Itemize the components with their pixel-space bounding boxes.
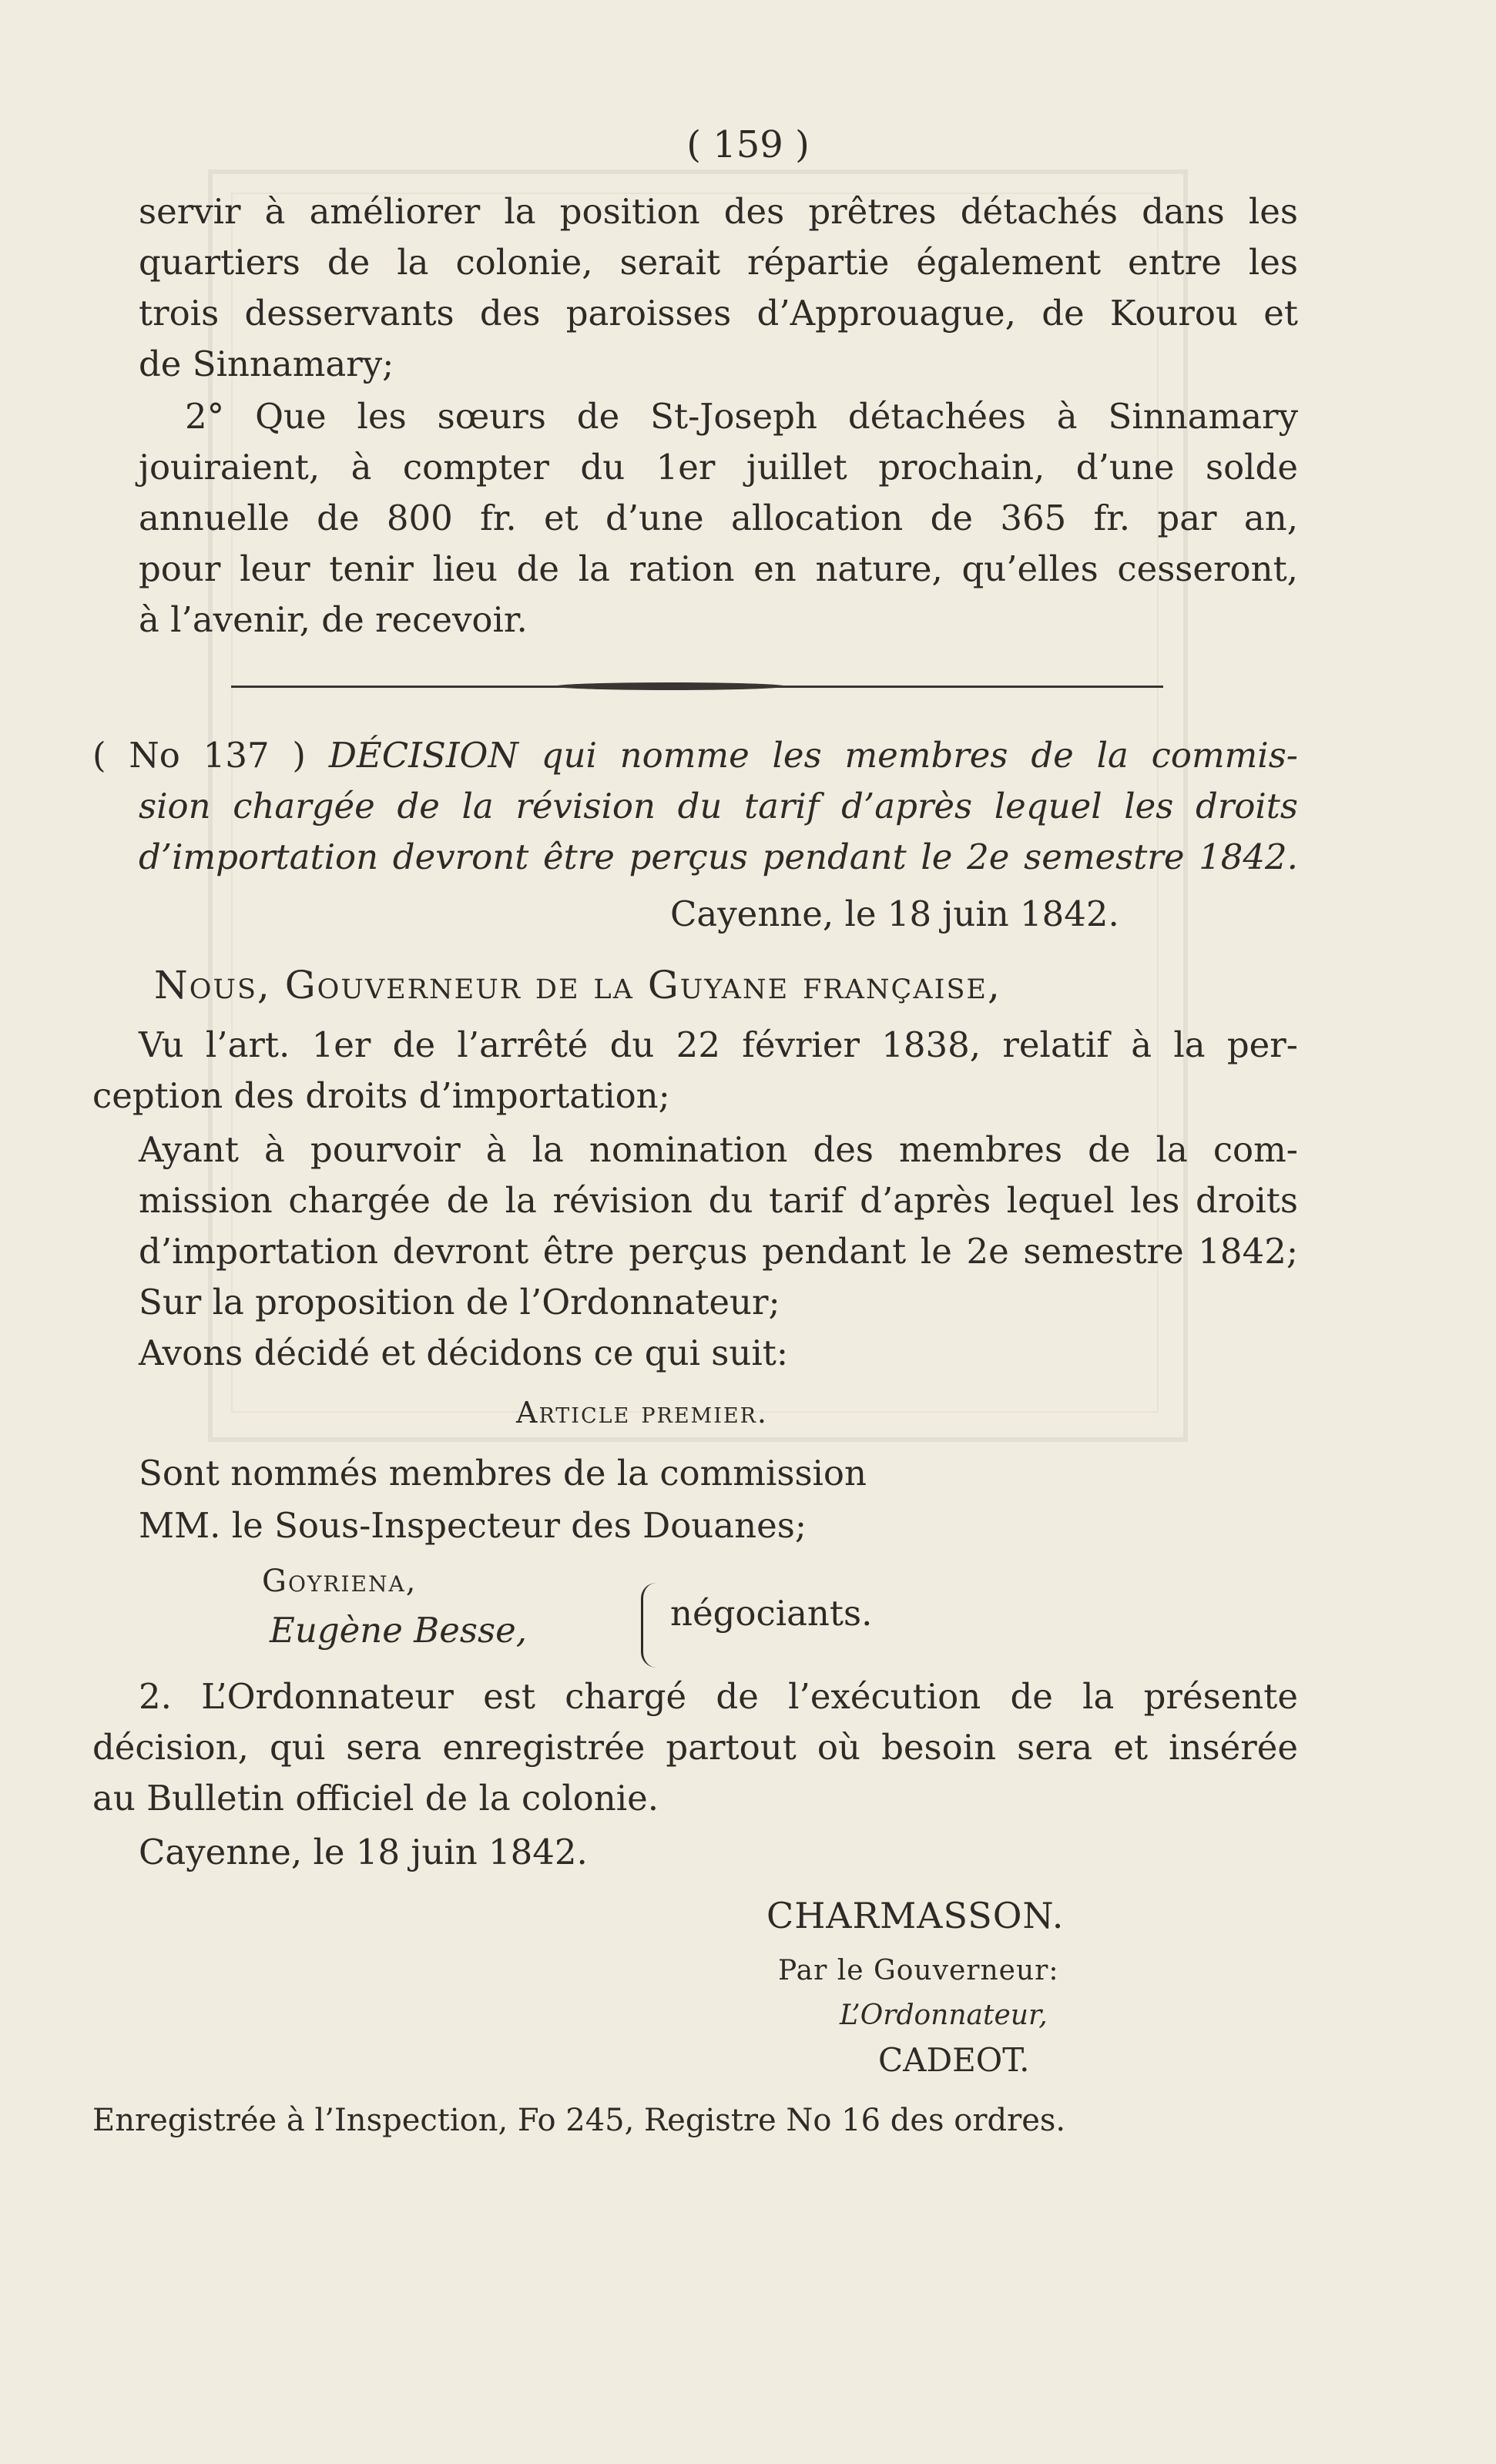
brace (641, 1583, 660, 1668)
decision-title-part-1: DÉCISION qui nomme les membres de la commis- (328, 735, 1298, 776)
considerant-4: mission chargée de la révision du tarif d’après lequel les droits (139, 1180, 1298, 1221)
member-2: Goyriena, (262, 1564, 418, 1599)
intro-line-2: quartiers de la colonie, serait répartie également entre les (139, 242, 1298, 283)
countersign: CADEOT. (878, 2041, 1030, 2079)
decision-title-line-1 (92, 735, 1298, 776)
page-number: ( 159 ) (686, 123, 810, 166)
section-divider-ornament (555, 682, 786, 690)
role: L’Ordonnateur, (840, 2000, 1048, 2031)
closing-date: Cayenne, le 18 juin 1842. (139, 1832, 588, 1872)
point2-line-5: à l’avenir, de recevoir. (139, 599, 528, 640)
article1-text: Sont nommés membres de la commission (139, 1453, 867, 1493)
member-1: MM. le Sous-Inspecteur des Douanes; (139, 1505, 807, 1546)
intro-line-4: de Sinnamary; (139, 344, 394, 384)
article2-line-3: au Bulletin officiel de la colonie. (92, 1778, 659, 1819)
place-date: Cayenne, le 18 juin 1842. (670, 893, 1119, 934)
signature: CHARMASSON. (766, 1895, 1065, 1936)
member-3 (270, 1610, 527, 1651)
decision-number: ( No 137 ) (92, 735, 306, 776)
decision-title-line-2: sion chargée de la révision du tarif d’après lequel les droits (139, 786, 1298, 826)
registration-note: Enregistrée à l’Inspection, Fo 245, Registre No 16 des ordres. (92, 2103, 1066, 2138)
decision-title-line-3: d’importation devront être perçus pendant le 2e semestre 1842. (139, 836, 1298, 877)
considerant-6: Sur la proposition de l’Ordonnateur; (139, 1282, 780, 1323)
considerant-2: ception des droits d’importation; (92, 1075, 670, 1116)
preamble: Nous, Gouverneur de la Guyane française, (154, 963, 1001, 1007)
considerant-1: Vu l’art. 1er de l’arrêté du 22 février 1838, relatif à la per- (139, 1024, 1298, 1065)
considerant-5: d’importation devront être perçus pendant le 2e semestre 1842; (139, 1231, 1298, 1272)
point2-line-1: 2° Que les sœurs de St-Joseph détachées à Sinnamary (185, 396, 1298, 437)
considerant-3: Ayant à pourvoir à la nomination des membres de la com- (139, 1129, 1298, 1170)
intro-line-1: servir à améliorer la position des prêtres détachés dans les (139, 191, 1298, 232)
point2-line-2: jouiraient, à compter du 1er juillet prochain, d’une solde (139, 447, 1298, 488)
article-heading: Article premier. (516, 1396, 768, 1430)
article2-line-1: 2. L’Ordonnateur est chargé de l’exécution de la présente (139, 1676, 1298, 1717)
point2-line-3: annuelle de 800 fr. et d’une allocation de 365 fr. par an, (139, 498, 1298, 538)
considerant-7: Avons décidé et décidons ce qui suit: (139, 1333, 789, 1373)
member-role: négociants. (670, 1593, 873, 1634)
point2-line-4: pour leur tenir lieu de la ration en nature, qu’elles cesseront, (139, 548, 1298, 589)
by-line: Par le Gouverneur: (778, 1955, 1059, 1986)
article2-line-2: décision, qui sera enregistrée partout où besoin sera et insérée (92, 1727, 1298, 1768)
member-3-name: Eugène Besse, (270, 1610, 528, 1651)
intro-line-3: trois desservants des paroisses d’Approuague, de Kourou et (139, 293, 1298, 334)
